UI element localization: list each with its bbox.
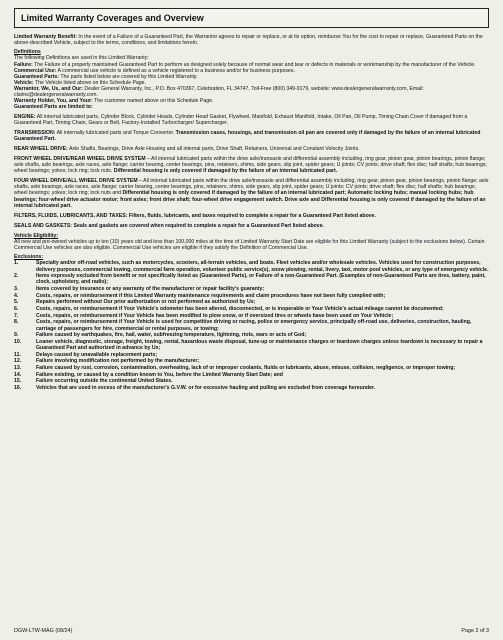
exclusion-item	[14, 306, 489, 312]
benefit-text: In the event of a Failure of a Guaranteed Part, the Warrantor agrees to repair or replace, or at its option, reimburse You for the cost to repair or replace, Guaranteed Parts on the above-described Vehicle, subject to the terms, conditions, and limitations herein.	[14, 34, 483, 47]
exclusion-text: Costs, repairs, or reimbursement if this Limited Warranty maintenance requirements and claim procedures have not been fully complied with;	[36, 292, 386, 299]
document-body	[14, 34, 489, 391]
exclusion-item	[14, 378, 489, 384]
eligibility-section	[14, 233, 489, 251]
exclusion-number: 2.	[14, 273, 19, 280]
definitions-section	[14, 49, 489, 110]
definition-term: Failure:	[14, 61, 33, 68]
definitions-list	[14, 62, 489, 111]
coverage-text: All internally lubricated parts and Torque Converter.	[56, 129, 175, 136]
coverage-label: TRANSMISSION:	[14, 129, 56, 136]
exclusions-heading: Exclusions:	[14, 254, 44, 261]
exclusion-item	[14, 319, 489, 331]
exclusion-item	[14, 313, 489, 319]
eligibility-text: All new and pre-owned vehicles up to ten (10) years old and less than 100,000 miles at the time of Limited Warranty Start Date are eligible for this Limited Warranty (subject to the exclusions below). Certain Commercial Use vehicles are also eligible. Commercial Use vehicles are eligible if they satisfy the Definition of Commercial Use.	[14, 239, 485, 252]
exclusion-item	[14, 365, 489, 371]
exclusions-list	[14, 260, 489, 391]
exclusion-text: Costs, repairs, or reimbursement if Your Vehicle is used for competitive driving or racing, police or emergency service, principally off-road use, deliveries, construction, hauling, carriage of passengers for hire, commercial or rental purposes, or towing;	[36, 319, 472, 332]
page-footer	[14, 628, 489, 634]
coverage-section	[14, 130, 489, 142]
exclusion-number: 5.	[14, 299, 19, 306]
exclusion-text: Items covered by insurance or any warranty of the manufacturer or repair facility's guaranty;	[36, 286, 265, 293]
coverage-text: – All internal lubricated parts within the drive axle/transaxle and differential assembly including, ring gear, pinion gear, pinion bearings, pinion flange; axle shafts, axle bearings, axle races, axle flange; carrier bearing, center bearings, pins, retainers, shims, side gears, slip joint, spider gears; U joints; CV joints; drive shaft; flex disc; half shafts; hub bearings; wheel bearings; yokes; lock ring; lock nuts.	[14, 155, 487, 175]
exclusion-number: 16.	[14, 385, 22, 392]
coverage-bold-text: Differential housing is only covered if damaged by the failure of an internal lubricated part; Automatic locking hubs; manual locking hubs; hub bearings; four-wheel drive actuator motor; front axles; front drive shaft; four-wheel drive engagement switch. Drive axle and Differential housing is only covered if damaged by the failure of an internal lubricated part.	[14, 190, 486, 209]
exclusion-item	[14, 260, 489, 272]
definition-text: The Vehicle listed above on this Schedule Page.	[34, 79, 146, 86]
coverage-text: Axle Shafts, Bearings, Drive Axle Housing and all internal parts, Drive Shaft, Retainers, Universal and Constant Velocity Joints.	[68, 145, 360, 152]
coverage-section	[14, 146, 489, 152]
definitions-heading: Definitions	[14, 49, 41, 56]
exclusions-section	[14, 254, 489, 391]
exclusion-item	[14, 286, 489, 292]
exclusion-item	[14, 352, 489, 358]
exclusion-text: Failure caused by rust, corrosion, contamination, overheating, lack of or improper coolants, fluids or lubricants, abuse, misuse, collision, negligence, or improper towing;	[36, 365, 456, 372]
definition-term: Guaranteed Parts:	[14, 73, 59, 80]
definition-text: The customer named above on this Schedule Page.	[94, 98, 214, 105]
exclusion-number: 8.	[14, 319, 19, 326]
exclusion-text: Failure caused by earthquakes, fire, hail, water, subfreezing temperature, lightning, riots, wars or acts of God;	[36, 332, 307, 339]
coverage-section	[14, 178, 489, 208]
coverage-list	[14, 114, 489, 229]
definition-text: The Failure of a properly maintained Guaranteed Part to perform as designed solely because of normal wear and tear or defects in materials or workmanship by the manufacturer of the Vehicle.	[34, 61, 476, 68]
coverage-section	[14, 223, 489, 229]
coverage-label: ENGINE:	[14, 113, 36, 120]
exclusion-number: 9.	[14, 332, 19, 339]
definition-term: Commercial Use:	[14, 67, 57, 74]
definition-term: Warrantor, We, Us, and Our:	[14, 85, 83, 92]
exclusion-item	[14, 299, 489, 305]
coverage-bold-text: Filters, fluids, lubricants, and taxes required to complete a repair for a Guaranteed Part listed above.	[128, 212, 376, 219]
exclusion-item	[14, 332, 489, 338]
definition-text: The parts listed below are covered by this Limited Warranty.	[60, 73, 198, 80]
definition-item	[14, 104, 489, 110]
exclusion-number: 13.	[14, 365, 22, 372]
exclusion-text: Costs, repairs, or reimbursement if Your Vehicle's odometer has been altered, disconnected, or is inoperable or Your Vehicle's actual mileage cannot be documented;	[36, 306, 444, 313]
exclusion-number: 4.	[14, 292, 19, 299]
exclusion-item	[14, 273, 489, 285]
exclusion-item	[14, 358, 489, 364]
definition-term: Vehicle:	[14, 79, 34, 86]
exclusion-text: Failure occurring outside the continental United States.	[36, 378, 173, 385]
coverage-bold-text: Transmission cases, housings, and transmission oil pan are covered only if damaged by the failure of an internal lubricated Guaranteed Part.	[14, 129, 481, 142]
definition-text: Dealer General Warranty, Inc., P.O. Box 470367, Celebration, FL 34747, Toll-Free (800) 349-9179, website: www.dealergeneralwarranty.com, Email: claims@dealergeneralwarranty.com.	[14, 85, 424, 99]
page-title: Limited Warranty Coverages and Overview	[14, 8, 489, 28]
coverage-label: FOUR WHEEL DRIVE/ALL WHEEL DRIVE SYSTEM	[14, 178, 138, 185]
definitions-intro: The following Definitions are used in this Limited Warranty:	[14, 55, 149, 62]
coverage-section	[14, 114, 489, 126]
coverage-bold-text: Differential housing is only covered if damaged by the failure of an internal lubricated part.	[113, 168, 338, 175]
coverage-bold-text: Seals and gaskets are covered when required to complete a repair for a Guaranteed Part listed above.	[73, 222, 325, 229]
exclusion-number: 6.	[14, 306, 19, 313]
exclusion-number: 12.	[14, 358, 22, 365]
exclusion-item	[14, 372, 489, 378]
definition-item	[14, 86, 489, 98]
exclusion-text: Repairs performed without Our prior authorization or not performed as authorized by Us;	[36, 299, 256, 306]
coverage-section	[14, 156, 489, 174]
page-number: Page 2 of 3	[461, 628, 489, 634]
exclusion-number: 10.	[14, 338, 22, 345]
exclusion-item	[14, 339, 489, 351]
warranty-benefit	[14, 34, 489, 46]
eligibility-heading: Vehicle Eligibility:	[14, 232, 59, 239]
coverage-section	[14, 213, 489, 219]
exclusion-item	[14, 385, 489, 391]
exclusion-text: Failure existing, or caused by a condition known to You, before the Limited Warranty Start Date; and	[36, 371, 283, 378]
exclusion-number: 3.	[14, 286, 19, 293]
benefit-label: Limited Warranty Benefit:	[14, 34, 77, 40]
exclusion-text: Loaner vehicle, diagnostic, storage, freight, towing, rental, hazardous waste disposal, tune-up or maintenance charges or teardown charges unless teardown is necessary to repair a Guaranteed Part and authorized in advance by Us;	[36, 338, 483, 352]
exclusion-number: 1.	[14, 260, 19, 267]
exclusion-number: 11.	[14, 351, 21, 358]
coverage-label: REAR WHEEL DRIVE:	[14, 145, 68, 152]
definition-text: A commercial use vehicle is defined as a vehicle registered to a business and/or for business purposes.	[57, 67, 295, 74]
coverage-label: FRONT WHEEL DRIVE/REAR WHEEL DRIVE SYSTEM	[14, 155, 146, 162]
coverage-text: – All internal lubricated parts within the drive axle/transaxle and differential assembly including, ring gear, pinion gear, pinion bearings, pinion flange; axle shafts, axle bearings, axle races, axle flange; carrier bearing, center bearings, pins, retainers, shims, side gears, slip joint, spider gears; U joints; CV joints; drive shaft; flex disc; half shafts; hub bearings; wheel bearings; yokes; lock ring; lock nuts and	[14, 178, 489, 197]
exclusion-number: 7.	[14, 312, 19, 319]
exclusion-text: Costs, repairs, or reimbursement if Your Vehicle has been modified to plow snow, or if oversized tires or wheels have been used on Your Vehicle;	[36, 312, 394, 319]
definition-term: Guaranteed Parts are limited to:	[14, 104, 93, 111]
definition-term: Warranty Holder, You, and Your:	[14, 98, 93, 105]
exclusion-text: Delays caused by unavailable replacement parts;	[36, 351, 158, 358]
exclusion-text: Items expressly excluded from benefit or not specifically listed as (Guaranteed Parts), or Failure of a non-Guaranteed Part. (Examples of non-Guaranteed Parts are tires, battery, paint, clock, upholstery, and radio);	[36, 273, 486, 286]
form-id: DGW-LTW-MAG (08/24)	[14, 628, 73, 634]
exclusion-text: Vehicles that are used in excess of the manufacturer's G.V.W. or for excessive hauling and pulling are excluded from coverage hereunder.	[36, 385, 376, 392]
exclusion-number: 14.	[14, 371, 22, 378]
coverage-text: All internal lubricated parts, Cylinder Block, Cylinder Heads, Cylinder Head Gasket, Flywheel, Manifold, Exhaust Manifold, Intake, Oil Pan, Oil Pump, Timing Chain Cover if damaged from a Guaranteed Part, Timing Chain, Gears or Belt, Factory-Installed Turbocharger/ Supercharger.	[14, 113, 468, 126]
exclusion-text: Failure involving modification not performed by the manufacturer;	[36, 358, 200, 365]
exclusion-number: 15.	[14, 378, 22, 385]
exclusion-text: Specialty and/or off-road vehicles, such as motorcycles, scooters, all-terrain vehicles, and boats. Fleet vehicles and/or wholesale vehicles. Vehicles used for construction purposes, delivery purposes, commercial towing, commercial farm operation, volunteer public service(s), snow plowing, rental, livery, taxi, motor pool vehicles, or any type of emergency vehicle.	[36, 260, 489, 273]
coverage-label: SEALS AND GASKETS:	[14, 222, 73, 229]
exclusion-item	[14, 293, 489, 299]
coverage-label: FILTERS, FLUIDS, LUBRICANTS, AND TAXES:	[14, 212, 128, 219]
